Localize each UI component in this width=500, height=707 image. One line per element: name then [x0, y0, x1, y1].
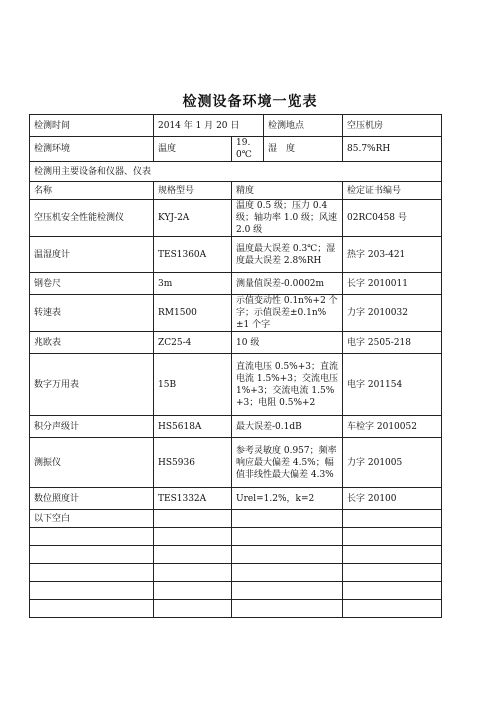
equipment-accuracy: 温度 0.5 级；压力 0.4 级；轴功率 1.0 级；风速 2.0 级	[232, 200, 343, 237]
equipment-name: 积分声级计	[30, 416, 154, 438]
table-row	[30, 438, 442, 488]
column-header-model: 规格型号	[154, 182, 232, 200]
equipment-cert: 力字 201005	[343, 438, 442, 488]
table-row	[30, 332, 442, 354]
info-row-environment	[30, 137, 442, 162]
column-header-row	[30, 182, 442, 200]
blank-cell	[232, 510, 343, 528]
equipment-name: 兆欧表	[30, 332, 154, 354]
blank-cell	[232, 564, 343, 582]
info-row-time	[30, 115, 442, 137]
column-header-cert: 检定证书编号	[343, 182, 442, 200]
time-value: 2014 年 1 月 20 日	[154, 115, 264, 137]
table-row	[30, 488, 442, 510]
equipment-cert: 长字 2010011	[343, 273, 442, 295]
equipment-accuracy: 10 级	[232, 332, 343, 354]
equipment-model: RM1500	[154, 295, 232, 332]
equipment-cert: 车检字 2010052	[343, 416, 442, 438]
equipment-cert: 长字 20100	[343, 488, 442, 510]
blank-cell	[30, 546, 154, 564]
temperature-value: 19.0℃	[232, 137, 264, 162]
table-row	[30, 273, 442, 295]
equipment-name: 空压机安全性能检测仪	[30, 200, 154, 237]
equipment-accuracy: 最大误差-0.1dB	[232, 416, 343, 438]
blank-cell	[154, 510, 232, 528]
blank-cell	[30, 582, 154, 600]
equipment-accuracy: 参考灵敏度 0.957；频率响应最大偏差 4.5%；幅值非线性最大偏差 4.3%	[232, 438, 343, 488]
equipment-model: ZC25-4	[154, 332, 232, 354]
blank-cell	[30, 600, 154, 618]
blank-row	[30, 600, 442, 618]
equipment-name: 钢卷尺	[30, 273, 154, 295]
equipment-cert: 02RC0458 号	[343, 200, 442, 237]
blank-cell	[154, 564, 232, 582]
humidity-value: 85.7%RH	[343, 137, 442, 162]
blank-cell	[232, 582, 343, 600]
equipment-cert: 热字 203-421	[343, 237, 442, 273]
equipment-environment-table	[29, 114, 442, 618]
column-header-accuracy: 精度	[232, 182, 343, 200]
column-header-name: 名称	[30, 182, 154, 200]
equipment-cert: 力字 2010032	[343, 295, 442, 332]
blank-cell	[343, 564, 442, 582]
blank-cell	[154, 582, 232, 600]
blank-cell	[30, 564, 154, 582]
equipment-accuracy: 直流电压 0.5%+3；直流电流 1.5%+3；交流电压 1%+3；交流电流 1.5%+3；电阻 0.5%+2	[232, 354, 343, 416]
equipment-accuracy: 测量值误差-0.0002m	[232, 273, 343, 295]
equipment-name: 数字万用表	[30, 354, 154, 416]
equipment-cert: 电字 201154	[343, 354, 442, 416]
blank-cell	[232, 546, 343, 564]
time-label: 检测时间	[30, 115, 154, 137]
table-row	[30, 237, 442, 273]
blank-row	[30, 546, 442, 564]
blank-note: 以下空白	[30, 510, 154, 528]
blank-row	[30, 528, 442, 546]
blank-row	[30, 564, 442, 582]
blank-cell	[154, 528, 232, 546]
equipment-accuracy: 示值变动性 0.1n%+2 个字；示值误差±0.1n%±1 个字	[232, 295, 343, 332]
document-title: 检测设备环境一览表	[182, 94, 318, 110]
table-row	[30, 295, 442, 332]
equipment-model: TES1360A	[154, 237, 232, 273]
equipment-model: HS5936	[154, 438, 232, 488]
equipment-accuracy: Urel=1.2%，k=2	[232, 488, 343, 510]
place-label: 检测地点	[264, 115, 343, 137]
blank-cell	[343, 546, 442, 564]
blank-cell	[343, 600, 442, 618]
blank-cell	[232, 528, 343, 546]
equipment-name: 温湿度计	[30, 237, 154, 273]
blank-cell	[343, 582, 442, 600]
equipment-section-label: 检测用主要设备和仪器、仪表	[30, 162, 442, 182]
equipment-model: KYJ-2A	[154, 200, 232, 237]
equipment-accuracy: 温度最大误差 0.3℃；湿度最大误差 2.8%RH	[232, 237, 343, 273]
equipment-name: 数位照度计	[30, 488, 154, 510]
equipment-model: 3m	[154, 273, 232, 295]
blank-cell	[154, 600, 232, 618]
blank-cell	[343, 510, 442, 528]
blank-note-row	[30, 510, 442, 528]
environment-label: 检测环境	[30, 137, 154, 162]
table-row	[30, 200, 442, 237]
equipment-name: 测振仪	[30, 438, 154, 488]
blank-cell	[30, 528, 154, 546]
equipment-model: TES1332A	[154, 488, 232, 510]
temperature-label: 温度	[154, 137, 232, 162]
blank-row	[30, 582, 442, 600]
humidity-label: 湿 度	[264, 137, 343, 162]
blank-cell	[154, 546, 232, 564]
equipment-model: 15B	[154, 354, 232, 416]
blank-cell	[343, 528, 442, 546]
blank-cell	[232, 600, 343, 618]
equipment-cert: 电字 2505-218	[343, 332, 442, 354]
table-row	[30, 416, 442, 438]
table-row	[30, 354, 442, 416]
equipment-model: HS5618A	[154, 416, 232, 438]
place-value: 空压机房	[343, 115, 442, 137]
equipment-name: 转速表	[30, 295, 154, 332]
section-row	[30, 162, 442, 182]
